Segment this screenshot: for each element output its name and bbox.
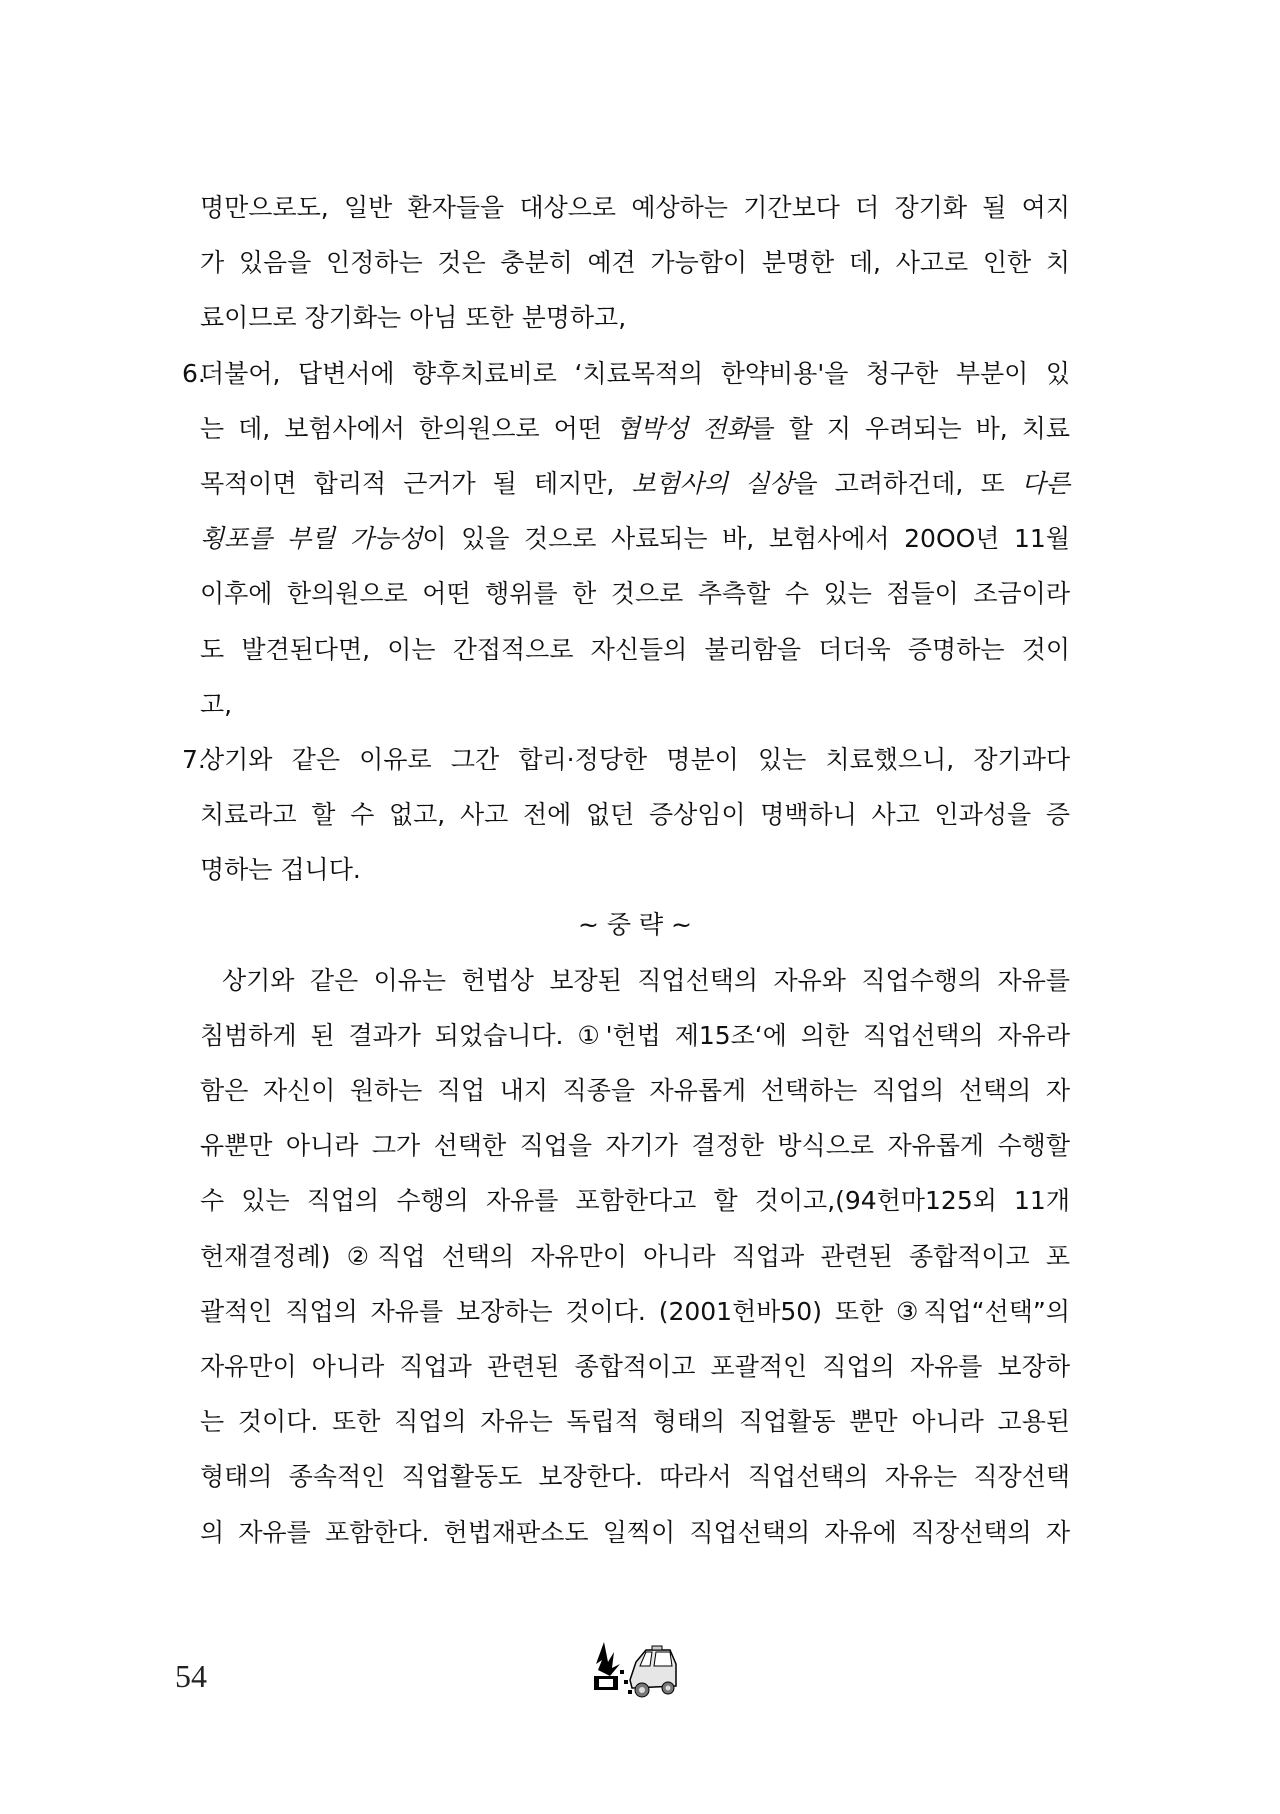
text-line bbox=[200, 456, 1070, 511]
emphasis-text: 협박성 전화 bbox=[615, 413, 751, 443]
text-segment: 이 있을 것으로 사료되는 바, 보험사에서 20OO년 11월 bbox=[422, 524, 1070, 554]
emphasis-text: 다른 bbox=[1021, 468, 1070, 498]
text-segment: 를 할 지 우려되는 바, 치료 bbox=[750, 413, 1070, 443]
text-segment: 의 자유를 포함한다. 헌법재판소도 일찍이 직업선택의 자유에 직장선택의 자 bbox=[200, 1517, 1070, 1547]
text-line bbox=[200, 1284, 1070, 1339]
text-segment: 이후에 한의원으로 어떤 행위를 한 것으로 추측할 수 있는 점들이 조금이라 bbox=[200, 579, 1070, 609]
text-segment: 는 데, 보험사에서 한의원으로 어떤 bbox=[200, 413, 616, 443]
text-segment: 치료라고 할 수 없고, 사고 전에 없던 증상임이 명백하니 사고 인과성을 증 bbox=[200, 800, 1070, 830]
text-line bbox=[200, 1173, 1070, 1228]
text-line bbox=[200, 787, 1070, 842]
text-segment: 도 발견된다면, 이는 간접적으로 자신들의 불리함을 더더욱 증명하는 것이 bbox=[200, 634, 1070, 664]
text-line bbox=[200, 1339, 1070, 1394]
text-line bbox=[200, 1118, 1070, 1173]
text-line bbox=[200, 677, 1070, 732]
text-line bbox=[200, 235, 1070, 290]
text-segment: 괄적인 직업의 자유를 보장하는 것이다. (2001헌바50) 또한 ③직업“선택”의 bbox=[200, 1296, 1070, 1326]
list-number: 6. bbox=[182, 358, 206, 388]
text-segment: 명하는 겁니다. bbox=[200, 855, 361, 885]
text-line bbox=[200, 1008, 1070, 1063]
text-line bbox=[200, 622, 1070, 677]
text-segment: 목적이면 합리적 근거가 될 테지만, bbox=[200, 468, 632, 498]
text-segment: 함은 자신이 원하는 직업 내지 직종을 자유롭게 선택하는 직업의 선택의 자 bbox=[200, 1076, 1070, 1105]
emphasis-text: 횡포를 부릴 가능성 bbox=[200, 524, 423, 554]
text-line bbox=[200, 1394, 1070, 1449]
text-segment: ~ 중 략 ~ bbox=[577, 910, 693, 940]
text-line bbox=[200, 401, 1070, 456]
text-line bbox=[200, 566, 1070, 621]
text-segment: 자유만이 아니라 직업과 관련된 종합적이고 포괄적인 직업의 자유를 보장하 bbox=[200, 1351, 1070, 1381]
text-segment: 는 것이다. 또한 직업의 자유는 독립적 형태의 직업활동 뿐만 아니라 고용된 bbox=[200, 1407, 1070, 1437]
text-segment: 료이므로 장기화는 아님 또한 분명하고, bbox=[200, 303, 627, 333]
emphasis-text: 보험사의 실상 bbox=[631, 468, 794, 498]
text-segment: 상기와 같은 이유로 그간 합리·정당한 명분이 있는 치료했으니, 장기과다 bbox=[200, 744, 1070, 774]
document-body bbox=[182, 180, 1070, 1560]
text-segment: 고, bbox=[200, 689, 233, 719]
text-line bbox=[200, 1505, 1070, 1560]
car-crash-icon bbox=[590, 1640, 680, 1700]
text-line bbox=[200, 953, 1070, 1008]
text-segment: 명만으로도, 일반 환자들을 대상으로 예상하는 기간보다 더 장기화 될 여지 bbox=[200, 193, 1070, 222]
section-divider bbox=[200, 897, 1070, 952]
text-segment: 더불어, 답변서에 향후치료비로 ‘치료목적의 한약비용'을 청구한 부분이 있 bbox=[200, 358, 1070, 388]
text-line bbox=[200, 1229, 1070, 1284]
text-segment: 가 있음을 인정하는 것은 충분히 예견 가능함이 분명한 데, 사고로 인한 치 bbox=[200, 248, 1070, 278]
text-line bbox=[182, 732, 1070, 787]
text-segment: 침범하게 된 결과가 되었습니다. ①'헌법 제15조‘에 의한 직업선택의 자유라 bbox=[200, 1020, 1070, 1050]
text-line bbox=[182, 346, 1070, 401]
page-number: 54 bbox=[175, 1658, 207, 1694]
text-segment: 헌재결정례) ②직업 선택의 자유만이 아니라 직업과 관련된 종합적이고 포 bbox=[200, 1241, 1070, 1271]
text-segment: 을 고려하건데, 또 bbox=[793, 468, 1022, 498]
text-line bbox=[200, 1063, 1070, 1118]
text-line bbox=[200, 842, 1070, 897]
list-number: 7. bbox=[182, 744, 206, 774]
text-segment: 수 있는 직업의 수행의 자유를 포함한다고 할 것이고,(94헌마125외 11개 bbox=[200, 1186, 1070, 1216]
text-segment: 유뿐만 아니라 그가 선택한 직업을 자기가 결정한 방식으로 자유롭게 수행할 bbox=[200, 1131, 1070, 1161]
text-line bbox=[200, 1449, 1070, 1504]
text-line bbox=[200, 180, 1070, 235]
text-segment: 상기와 같은 이유는 헌법상 보장된 직업선택의 자유와 직업수행의 자유를 bbox=[222, 965, 1070, 995]
text-line bbox=[200, 511, 1070, 566]
text-line bbox=[200, 290, 1070, 345]
text-segment: 형태의 종속적인 직업활동도 보장한다. 따라서 직업선택의 자유는 직장선택 bbox=[200, 1462, 1070, 1492]
